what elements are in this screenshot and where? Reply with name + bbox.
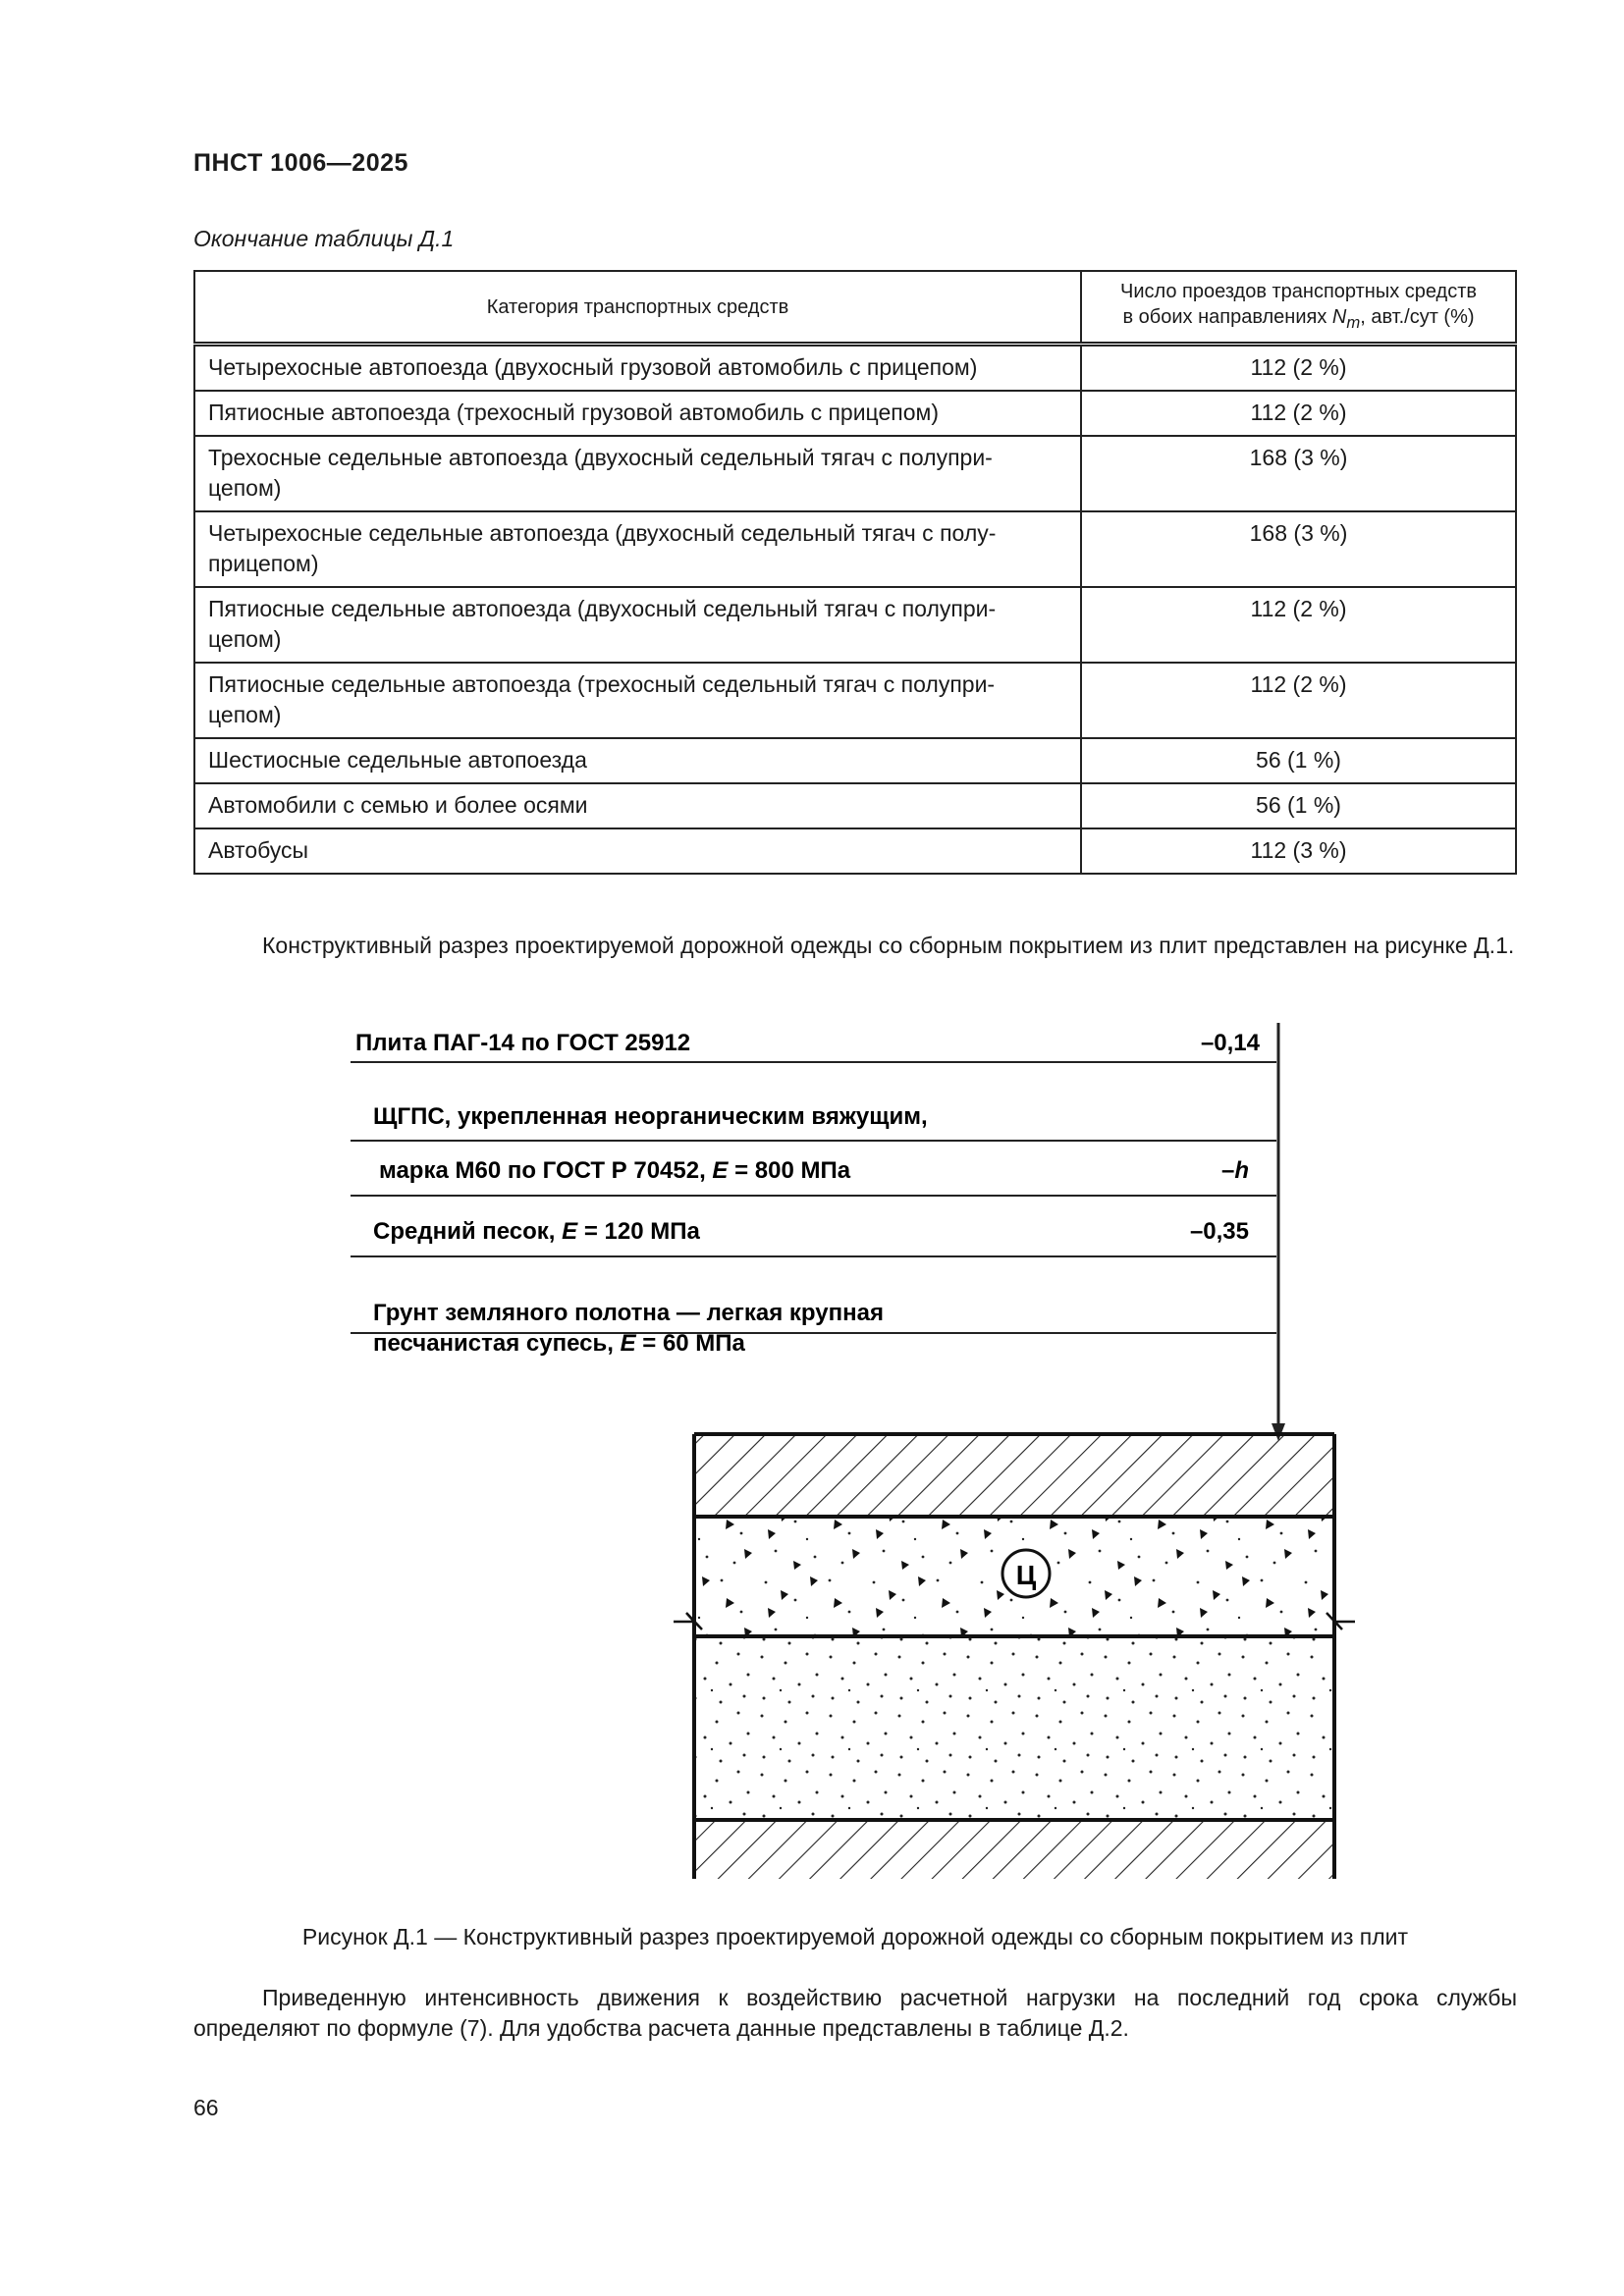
row-category: Автобусы bbox=[194, 828, 1081, 874]
binder-marker-label: Ц bbox=[1015, 1560, 1037, 1590]
sand-label: Средний песок, E = 120 МПа bbox=[373, 1218, 700, 1245]
row-value: 112 (2 %) bbox=[1081, 345, 1516, 392]
slab-label: Плита ПАГ-14 по ГОСТ 25912 bbox=[355, 1030, 691, 1056]
row-category: Автомобили с семью и более осями bbox=[194, 783, 1081, 828]
header-count-suffix: , авт./сут (%) bbox=[1360, 305, 1475, 328]
sand-depth: –0,35 bbox=[1189, 1218, 1249, 1245]
row-value: 168 (3 %) bbox=[1081, 436, 1516, 511]
sand-layer bbox=[694, 1636, 1334, 1818]
soil-label-line2: песчанистая супесь, E = 60 МПа bbox=[373, 1330, 745, 1357]
base-depth: –h bbox=[1220, 1157, 1249, 1184]
row-value: 56 (1 %) bbox=[1081, 738, 1516, 783]
subgrade-hatch bbox=[694, 1822, 1334, 1879]
row-value: 56 (1 %) bbox=[1081, 783, 1516, 828]
table-continuation-title: Окончание таблицы Д.1 bbox=[193, 226, 455, 251]
row-category: Пятиосные автопоезда (трехосный грузовой автомобиль с прицепом) bbox=[194, 391, 1081, 436]
header-count-line1: Число проездов транспортных средств bbox=[1119, 280, 1478, 302]
page-number: 66 bbox=[193, 2095, 219, 2120]
row-category: Шестиосные седельные автопоезда bbox=[194, 738, 1081, 783]
base-label-line2: марка М60 по ГОСТ Р 70452, E = 800 МПа bbox=[379, 1157, 851, 1184]
paragraph-intensity-text: Приведенную интенсивность движения к воздействию расчетной нагрузки на последний год срока службы определяют по формуле (7). Для удобства расчета данные представлены в таблице Д.2. bbox=[193, 1985, 1517, 2041]
base-label-line1: ЩГПС, укрепленная неорганическим вяжущим, bbox=[373, 1103, 928, 1130]
header-count-line2: в обоих направлениях bbox=[1122, 305, 1332, 328]
row-category: Четырехосные автопоезда (двухосный грузовой автомобиль с прицепом) bbox=[194, 345, 1081, 392]
header-count-subscript: m bbox=[1346, 312, 1361, 332]
paragraph-figure-intro-text: Конструктивный разрез проектируемой дорожной одежды со сборным покрытием из плит представлен на рисунке Д.1. bbox=[262, 933, 1515, 958]
row-category: Трехосные седельные автопоезда (двухосный седельный тягач с полупри- цепом) bbox=[194, 436, 1081, 511]
figure-caption: Рисунок Д.1 — Конструктивный разрез проектируемой дорожной одежды со сборным покрытием из плит bbox=[301, 1924, 1409, 1949]
row-value: 168 (3 %) bbox=[1081, 511, 1516, 587]
slab-layer-hatch bbox=[694, 1434, 1334, 1517]
row-category: Пятиосные седельные автопоезда (двухосный седельный тягач с полупри- цепом) bbox=[194, 587, 1081, 663]
document-code: ПНСТ 1006—2025 bbox=[193, 149, 408, 177]
header-count-symbol: N bbox=[1331, 305, 1347, 328]
row-value: 112 (2 %) bbox=[1081, 663, 1516, 738]
row-category: Четырехосные седельные автопоезда (двухосный седельный тягач с полу- прицепом) bbox=[194, 511, 1081, 587]
paragraph-intensity bbox=[193, 1983, 1517, 2044]
row-category: Пятиосные седельные автопоезда (трехосный седельный тягач с полупри- цепом) bbox=[194, 663, 1081, 738]
header-category: Категория транспортных средств bbox=[194, 271, 1081, 345]
soil-label-line1: Грунт земляного полотна — легкая крупная bbox=[373, 1300, 884, 1326]
row-value: 112 (3 %) bbox=[1081, 828, 1516, 874]
row-value: 112 (2 %) bbox=[1081, 587, 1516, 663]
slab-depth: –0,14 bbox=[1200, 1030, 1260, 1056]
row-value: 112 (2 %) bbox=[1081, 391, 1516, 436]
